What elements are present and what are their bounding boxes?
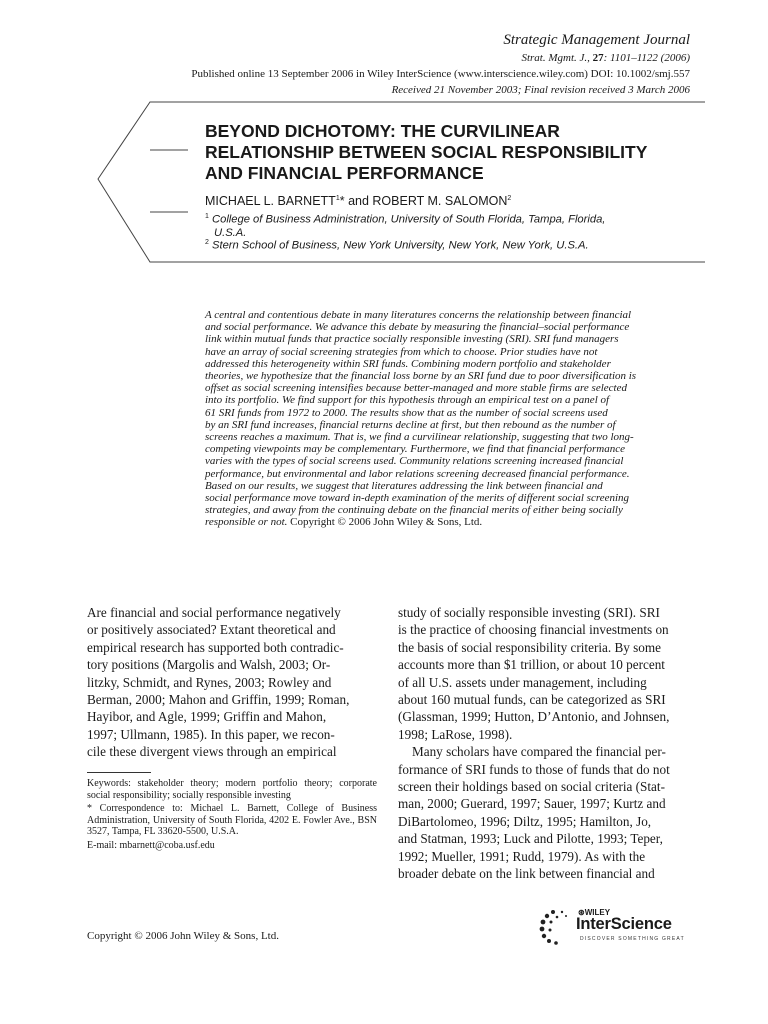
author-name: MICHAEL L. BARNETT (205, 194, 336, 208)
footer-copyright: Copyright © 2006 John Wiley & Sons, Ltd. (87, 930, 279, 942)
correspondence: * Correspondence to: Michael L. Barnett, College of Business Administration, University of South Florida, 4202 E. Fowler Ave., BSN 3527, Tampa, FL 33620-5500, U.S.A. (87, 803, 377, 837)
title-line: BEYOND DICHOTOMY: THE CURVILINEAR (205, 121, 560, 141)
abstract-copyright: Copyright © 2006 John Wiley & Sons, Ltd. (287, 516, 483, 529)
body-column-right: study of socially responsible investing (SRI). SRI is the practice of choosing financial investments on the basis of social responsibility criteria. By some accounts more than $1 trillion, or about 10 percent of all U.S. assets under management, including about 160 mutual funds, can be categorized as SRI (Glassman, 1999; Hutton, D’Antonio, and Johnsen, 1998; LaRose, 1998). Many scholars have compared the financial per- formance of SRI funds to those of funds that do not screen their holdings based on social criteria (Stat- man, 2000; Guerard, 1997; Sauer, 1997; Kurtz and DiBartolomeo, 1996; Diltz, 1995; Hamilton, Jo, and Statman, 1993; Luck and Pilotte, 1993; Teper, 1992; Mueller, 1991; Rudd, 1979). As with the broader debate on the link between financial and (398, 605, 670, 882)
journal-name: Strategic Management Journal (503, 32, 690, 48)
keywords: Keywords: stakeholder theory; modern portfolio theory; corporate social responsibility; socially responsible investing (87, 778, 377, 801)
author-list: MICHAEL L. BARNETT$^1$* and ROBERT M. SALOMON$^2$ (205, 194, 512, 208)
email: E-mail: mbarnett@coba.usf.edu (87, 839, 215, 851)
logo-tagline: DISCOVER SOMETHING GREAT (580, 936, 685, 942)
title-line: AND FINANCIAL PERFORMANCE (205, 163, 484, 183)
body-column-left: Are financial and social performance negatively or positively associated? Extant theoretical and empirical research has supported both contradic- tory positions (Margolis and Walsh, 2003; Or- litzky, Schmidt, and Rynes, 2003; Rowley and Berman, 2000; Mahon and Griffin, 1999; Roman, Hayibor, and Agle, 1999; Griffin and Mahon, 1997; Ullmann, 1985). In this paper, we recon- cile these divergent views through an empirical (87, 605, 350, 760)
affiliation: $^2$ Stern School of Business, New York University, New York, New York, U.S.A. (205, 239, 589, 252)
received-dates: Received 21 November 2003; Final revision received 3 March 2006 (391, 84, 690, 96)
journal-citation: Strat. Mgmt. J., 27: 1101–1122 (2006) (521, 52, 690, 64)
publication-info: Published online 13 September 2006 in Wiley InterScience (www.interscience.wiley.com) DOI: 10.1002/smj.557 (191, 68, 690, 80)
author-name: ROBERT M. SALOMON (372, 194, 508, 208)
wiley-wordmark: ⊛WILEY (578, 908, 611, 917)
title-line: RELATIONSHIP BETWEEN SOCIAL RESPONSIBILITY (205, 142, 648, 162)
affiliation: $^1$ College of Business Administration, University of South Florida, Tampa, Florida, U.S.A. (205, 213, 606, 239)
interscience-wordmark: InterScience (576, 915, 672, 933)
abstract: A central and contentious debate in many literatures concerns the relationship between financial and social performance. We advance this debate by measuring the financial–social performance link within mutual funds that practice socially responsible investing (SRI). SRI fund managers have an array of social screening strategies from which to choose. Prior studies have not addressed this heterogeneity within SRI funds. Combining modern portfolio and stakeholder theories, we hypothesize that the financial loss borne by an SRI fund due to poor diversification is offset as social screening intensifies because better-managed and more stable firms are selected into its portfolio. We find support for this hypothesis through an empirical test on a panel of 61 SRI funds from 1972 to 2000. The results show that as the number of social screens used by an SRI fund increases, financial returns decline at first, but then rebound as the number of screens reaches a maximum. That is, we find a curvilinear relationship, suggesting that two long- competing viewpoints may be complementary. Furthermore, we find that financial performance varies with the types of social screens used. Community relations screening increased financial performance, but environmental and labor relations screening decreased financial performance. Based on our results, we suggest that literatures addressing the link between financial and social performance move toward in-depth examination of the merits of different social screening strategies, and away from the continuing debate on the financial merits of either being socially responsible or not. Copyright © 2006 John Wiley & Sons, Ltd. (205, 309, 637, 529)
